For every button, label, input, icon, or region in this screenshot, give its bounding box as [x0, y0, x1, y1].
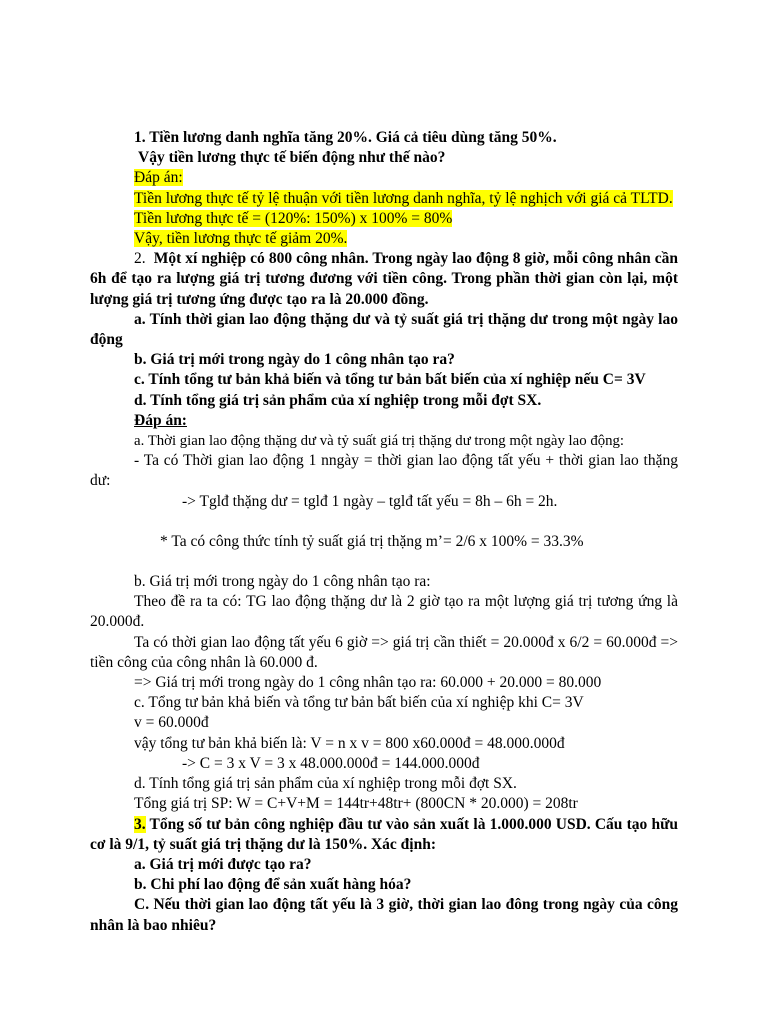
q2-d-head: d. Tính tổng giá trị sản phẩm của xí nghiệp trong mỗi đợt SX.	[134, 775, 517, 793]
q3-part-b: b. Chi phí lao động để sản xuất hàng hóa?	[134, 876, 412, 894]
q2-d-1: Tổng giá trị SP: W = C+V+M = 144tr+48tr+ (800CN * 20.000) = 208tr	[134, 795, 578, 813]
q3-part-a: a. Giá trị mới được tạo ra?	[134, 855, 312, 873]
q2-c-3: -> C = 3 x V = 3 x 48.000.000đ = 144.000.000đ	[182, 754, 480, 772]
q2-part-c: c. Tính tổng tư bản khả biến và tổng tư bản bất biến của xí nghiệp nếu C= 3V	[134, 371, 646, 389]
q2-c-1: v = 60.000đ	[134, 714, 209, 732]
spacer	[90, 512, 678, 532]
q2-b-3: => Giá trị mới trong ngày do 1 công nhân tạo ra: 60.000 + 20.000 = 80.000	[134, 674, 602, 692]
q3-title: 3. Tổng số tư bản công nghiệp đầu tư vào sản xuất là 1.000.000 USD. Cấu tạo hữu cơ là 9/1, tỷ suất giá trị thặng dư là 150%. Xác định:	[90, 815, 678, 853]
q1-answer-label: Đáp án:	[134, 169, 183, 187]
q2-part-a: a. Tính thời gian lao động thặng dư và tỷ suất giá trị thặng dư trong một ngày lao động	[90, 310, 678, 349]
q2-c-2: vậy tổng tư bản khả biến là: V = n x v = 800 x60.000đ = 48.000.000đ	[134, 734, 565, 752]
q2-b-head: b. Giá trị mới trong ngày do 1 công nhân tạo ra:	[134, 573, 431, 591]
q2-a-head: a. Thời gian lao động thặng dư và tỷ suất giá trị thặng dư trong một ngày lao động:	[134, 433, 625, 450]
q1-answer-1: Tiền lương thực tế tỷ lệ thuận với tiền lương danh nghĩa, tỷ lệ nghịch với giá cả TLTD.	[134, 189, 673, 207]
q2-a-2: -> Tglđ thặng dư = tglđ 1 ngày – tglđ tất yếu = 8h – 6h = 2h.	[182, 492, 558, 510]
document-body	[90, 128, 678, 936]
q1-answer-2: Tiền lương thực tế = (120%: 150%) x 100% = 80%	[134, 209, 453, 227]
q1-answer-3: Vậy, tiền lương thực tế giảm 20%.	[134, 230, 348, 248]
q2-a-3: * Ta có công thức tính tỷ suất giá trị thặng m’= 2/6 x 100% = 33.3%	[160, 532, 584, 550]
q1-title: 1. Tiền lương danh nghĩa tăng 20%. Giá cả tiêu dùng tăng 50%.	[134, 129, 557, 146]
q2-title: 2. Một xí nghiệp có 800 công nhân. Trong ngày lao động 8 giờ, mỗi công nhân cần 6h để tạo ra lượng giá trị tương đương với tiền công. Trong phần thời gian còn lại, một lượng giá trị tương ứng được tạo ra là 20.000 đồng.	[90, 250, 679, 308]
q3-part-c: C. Nếu thời gian lao động tất yếu là 3 giờ, thời gian lao đông trong ngày của công nhân là bao nhiêu?	[90, 896, 678, 934]
q1-question: Vậy tiền lương thực tế biến động như thế nào?	[138, 149, 446, 167]
q2-c-head: c. Tổng tư bản khả biến và tổng tư bản bất biến của xí nghiệp khi C= 3V	[134, 694, 584, 712]
q2-b-2: Ta có thời gian lao động tất yếu 6 giờ => giá trị cần thiết = 20.000đ x 6/2 = 60.000đ => tiền công của công nhân là 60.000 đ.	[90, 633, 678, 671]
q2-part-b: b. Giá trị mới trong ngày do 1 công nhân tạo ra?	[134, 351, 455, 369]
q2-a-1: - Ta có Thời gian lao động 1 nngày = thời gian lao động tất yếu + thời gian lao thặng dư:	[90, 452, 678, 490]
q2-answer-label: Đáp án:	[134, 411, 187, 429]
q2-part-d: d. Tính tổng giá trị sản phẩm của xí nghiệp trong mỗi đợt SX.	[134, 391, 542, 409]
q2-b-1: Theo đề ra ta có: TG lao động thặng dư là 2 giờ tạo ra một lượng giá trị tương ứng là 20.000đ.	[90, 593, 678, 631]
spacer	[90, 552, 678, 572]
